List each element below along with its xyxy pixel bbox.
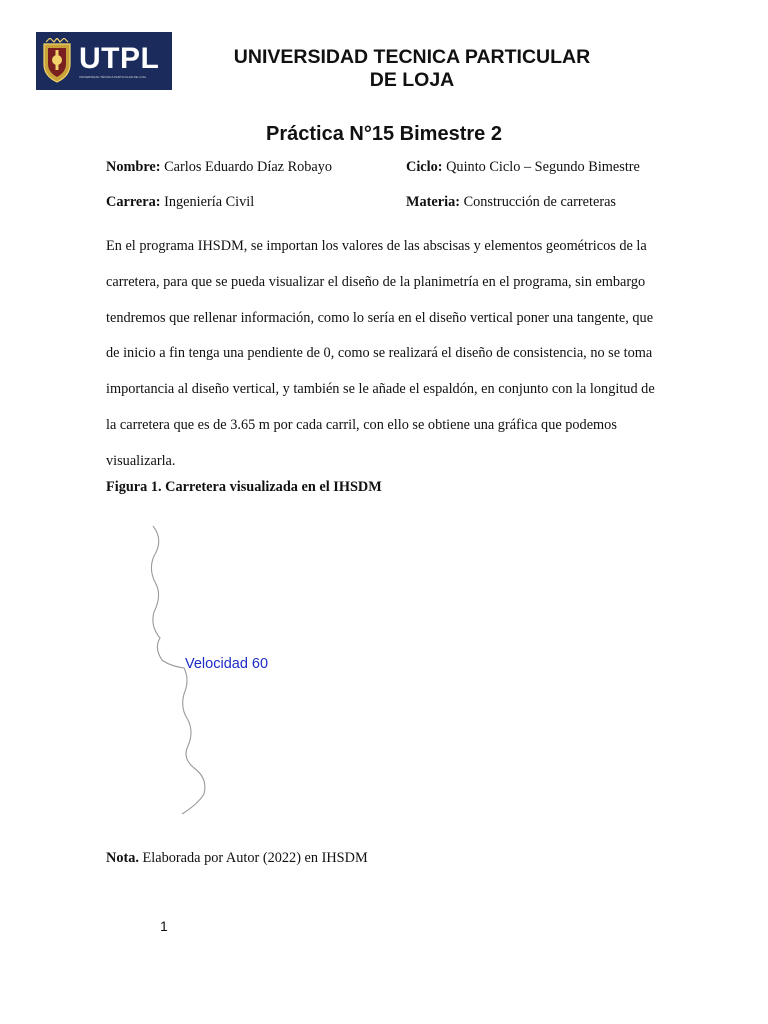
ciclo-value: Quinto Ciclo – Segundo Bimestre xyxy=(446,159,640,175)
carrera-field xyxy=(106,193,254,211)
figure-caption: Figura 1. Carretera visualizada en el IHSDM xyxy=(106,479,382,495)
nombre-field xyxy=(106,158,332,176)
nombre-label: Nombre: xyxy=(106,159,161,175)
materia-label: Materia: xyxy=(406,194,460,210)
nombre-value: Carlos Eduardo Díaz Robayo xyxy=(164,159,333,175)
university-logo xyxy=(36,32,172,90)
ciclo-field xyxy=(406,158,640,176)
university-title xyxy=(180,46,644,92)
university-title-line1: UNIVERSIDAD TECNICA PARTICULAR xyxy=(233,46,591,68)
practice-title: Práctica N°15 Bimestre 2 xyxy=(266,123,502,145)
figure-note xyxy=(106,849,368,867)
note-label: Nota. xyxy=(106,850,139,866)
logo-name: UTPL xyxy=(79,42,160,75)
body-paragraph: En el programa IHSDM, se importan los valores de las abscisas y elementos geométricos de la carretera, para que se pueda visualizar el diseño de la planimetría en el programa, sin embargo tendremos que rellenar información, como lo sería en el diseño vertical poner una tangente, que de inicio a fin tenga una pendiente de 0, como se realizará el diseño de consistencia, no se toma importancia al diseño vertical, y también se le añade el espaldón, en conjunto con la longitud de la carretera que es de 3.65 m por cada carril, con ello se obtiene una gráfica que podemos visualizarla. xyxy=(106,238,655,469)
speed-label: Velocidad 60 xyxy=(185,656,269,672)
note-text: Elaborada por Autor (2022) en IHSDM xyxy=(142,850,368,866)
logo-subtitle: UNIVERSIDAD TÉCNICA PARTICULAR DE LOJA xyxy=(79,75,147,79)
carrera-label: Carrera: xyxy=(106,194,161,210)
page-number: 1 xyxy=(160,918,168,934)
carrera-value: Ingeniería Civil xyxy=(164,194,255,210)
materia-field xyxy=(406,193,616,211)
university-title-line2: DE LOJA xyxy=(369,69,455,91)
materia-value: Construcción de carreteras xyxy=(463,194,616,210)
ciclo-label: Ciclo: xyxy=(406,159,443,175)
crest-icon xyxy=(40,38,74,84)
logo-brand xyxy=(79,43,159,79)
